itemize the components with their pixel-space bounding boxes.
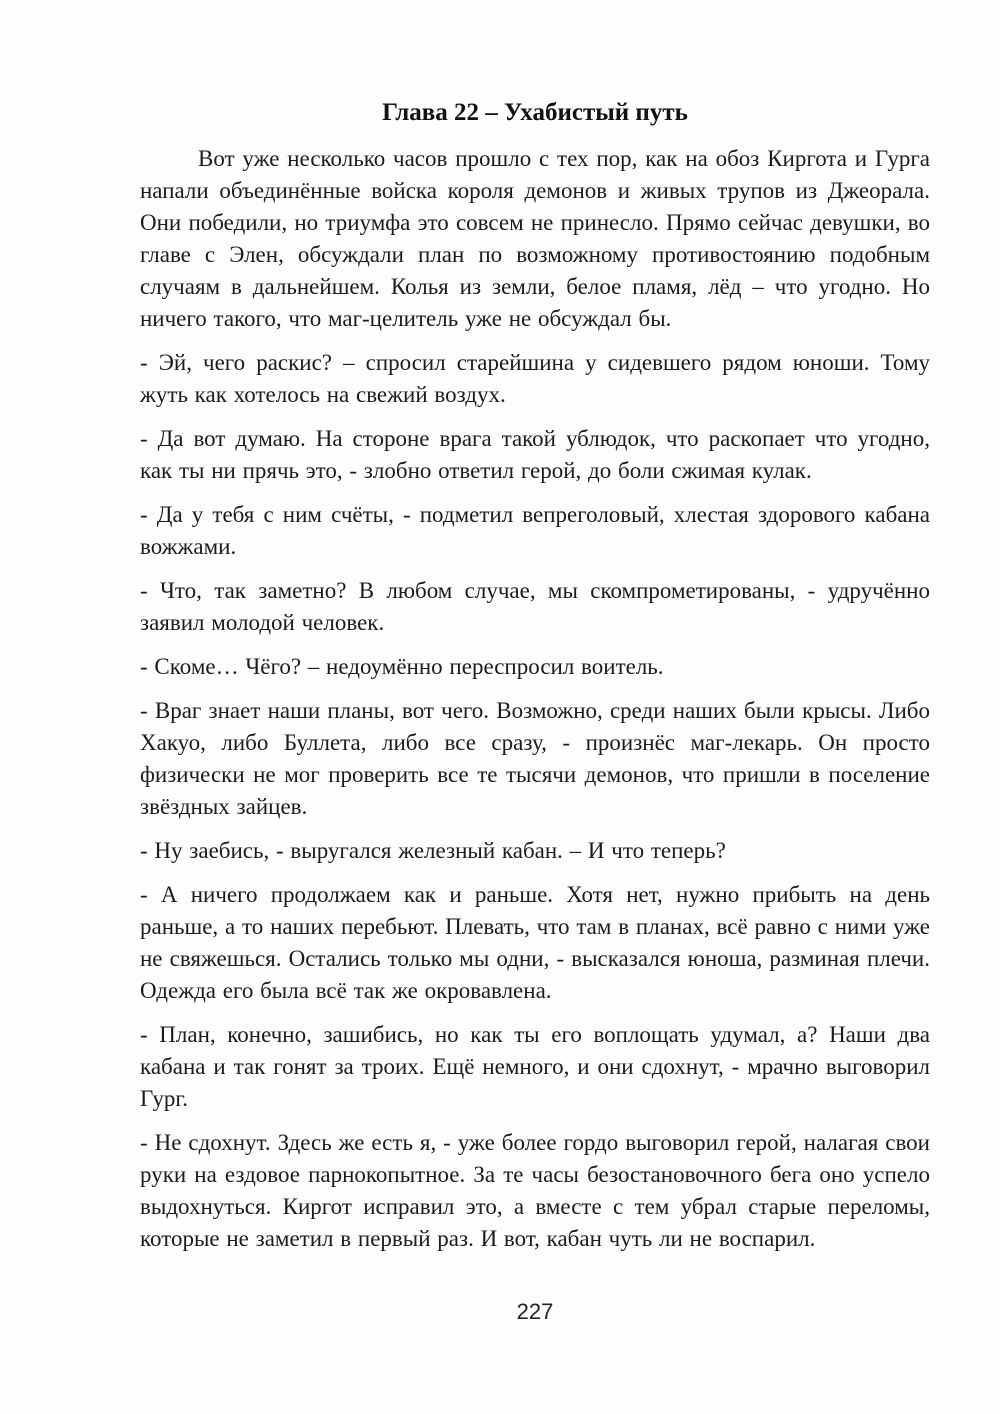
paragraph: - Что, так заметно? В любом случае, мы скомпрометированы, - удручённо заявил молодой человек. (140, 578, 930, 635)
page-number: 227 (516, 1299, 554, 1324)
paragraph: - Да вот думаю. На стороне врага такой ублюдок, что раскопает что угодно, как ты ни прячь это, - злобно ответил герой, до боли сжимая кулак. (140, 426, 930, 483)
paragraph: Вот уже несколько часов прошло с тех пор, как на обоз Киргота и Гурга напали объединённые войска короля демонов и живых трупов из Джеорала. Они победили, но триумфа это совсем не принесло. Прямо сейчас девушки, во главе с Элен, обсуждали план по возможному противостоянию подобным случаям в дальнейшем. Колья из земли, белое пламя, лёд – что угодно. Но ничего такого, что маг-целитель уже не обсуждал бы. (140, 146, 930, 331)
paragraph: - Ну заебись, - выругался железный кабан. – И что теперь? (140, 838, 726, 863)
paragraph: - Скоме… Чёго? – недоумённо переспросил воитель. (140, 654, 664, 679)
chapter-body (140, 143, 930, 1255)
page-content (140, 95, 930, 1255)
paragraph: - Да у тебя с ним счёты, - подметил вепреголовый, хлестая здорового кабана вожжами. (140, 502, 930, 559)
chapter-title: Глава 22 – Ухабистый путь (382, 99, 688, 126)
paragraph: - Эй, чего раскис? – спросил старейшина у сидевшего рядом юноши. Тому жуть как хотелось на свежий воздух. (140, 350, 930, 407)
paragraph: - Не сдохнут. Здесь же есть я, - уже более гордо выговорил герой, налагая свои руки на ездовое парнокопытное. За те часы безостановочного бега оно успело выдохнуться. Киргот исправил это, а вместе с тем убрал старые переломы, которые не заметил в первый раз. И вот, кабан чуть ли не воспарил. (140, 1130, 930, 1251)
paragraph: - Враг знает наши планы, вот чего. Возможно, среди наших были крысы. Либо Хакуо, либо Буллета, либо все сразу, - произнёс маг-лекарь. Он просто физически не мог проверить все те тысячи демонов, что пришли в поселение звёздных зайцев. (140, 698, 930, 819)
paragraph: - План, конечно, зашибись, но как ты его воплощать удумал, а? Наши два кабана и так гонят за троих. Ещё немного, и они сдохнут, - мрачно выговорил Гург. (140, 1022, 930, 1111)
paragraph: - А ничего продолжаем как и раньше. Хотя нет, нужно прибыть на день раньше, а то наших перебьют. Плевать, что там в планах, всё равно с ними уже не свяжешься. Остались только мы одни, - высказался юноша, разминая плечи. Одежда его была всё так же окровавлена. (140, 882, 930, 1003)
